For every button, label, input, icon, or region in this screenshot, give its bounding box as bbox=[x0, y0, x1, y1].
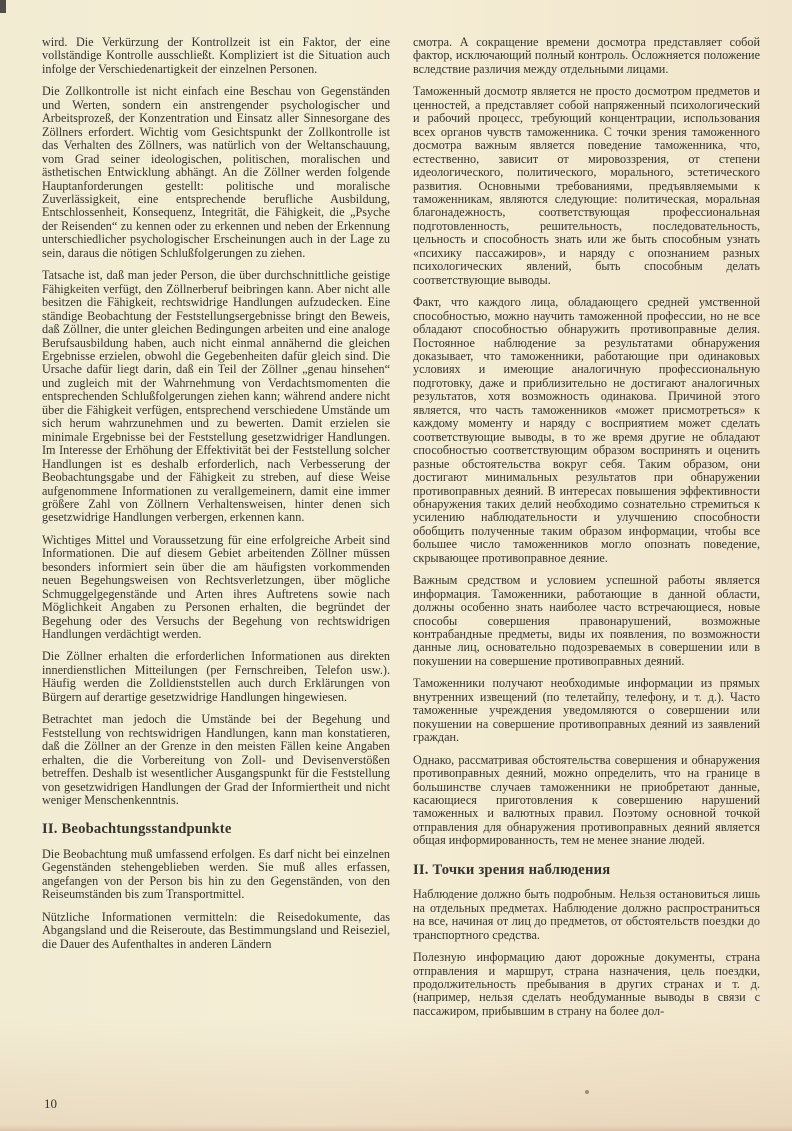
page-number: 10 bbox=[44, 1096, 57, 1111]
german-column bbox=[42, 36, 390, 960]
section-heading-russian: II. Точки зрения наблюдения bbox=[413, 861, 611, 878]
section-heading-german: II. Beobachtungsstandpunkte bbox=[42, 821, 232, 838]
paragraph: Die Zöllner erhalten die erforderlichen Informationen aus direkten innerdienstlichen Mitteilungen (per Fernschreiben, Telefon usw.). Häufig werden die Zolldienststellen auch durch Erklärungen von Bürgern auf derartige gesetzwidrige Handlungen hingewiesen. bbox=[42, 649, 390, 704]
paragraph: Таможенники получают необходимые информации из прямых внутренних извещений (по телетайпу, телефону, и т. д.). Часто таможенные учреждения уведомляются о совершении или покушении на совершение противоправных деяний из заявлений граждан. bbox=[413, 676, 760, 745]
scan-speck bbox=[585, 1090, 589, 1094]
scan-bottom-shadow bbox=[0, 1125, 792, 1131]
paragraph: wird. Die Verkürzung der Kontrollzeit ist ein Faktor, der eine vollständige Kontrolle ausschließt. Kompliziert ist die Situation auch infolge der Verschiedenartigkeit der einzelnen Personen. bbox=[42, 35, 390, 76]
paragraph: смотра. А сокращение времени досмотра представляет собой фактор, исключающий полный контроль. Осложняется положение вследствие различия между отдельными лицами. bbox=[413, 35, 760, 76]
russian-column bbox=[413, 36, 760, 1027]
paragraph: Однако, рассматривая обстоятельства совершения и обнаружения противоправных деяний, можно определить, что на границе в большинстве случаев таможенники не приобретают данные, касающиеся приготовления к совершению нарушений таможенных и валютных правил. Поэтому основной точкой отправления для обнаружения противоправных деяний является общая информированность, тем не менее знание людей. bbox=[413, 752, 760, 848]
paragraph: Die Zollkontrolle ist nicht einfach eine Beschau von Gegenständen und Werten, sondern ein anstrengender psychologischer und Arbeitsprozeß, der Konzentration und Einsatz aller Sinnesorgane des Zöllners erfordert. Wichtig vom Gesichtspunkt der Zollkontrolle ist das Verhalten des Zöllners, was natürlich von der Weltanschauung, vom Grad seiner ideologischen, politischen, moralischen und ästhetischen Entwicklung abhängt. An die Zöllner werden folgende Hauptanforderungen gestellt: politische und moralische Zuverlässigkeit, eine entsprechende berufliche Ausbildung, Entschlossenheit, Konsequenz, Integrität, die Fähigkeit, die „Psyche der Reisenden“ zu kennen oder zu erkennen und neben der Erkennung unterschiedlicher psychologischer Erscheinungen auch in der Lage zu sein, daraus die nötigen Schlußfolgerungen zu ziehen. bbox=[42, 84, 390, 260]
paragraph: Wichtiges Mittel und Voraussetzung für eine erfolgreiche Arbeit sind Informationen. Die auf diesem Gebiet arbeitenden Zöllner müssen besonders informiert sein über die am häufigsten vorkommenden neuen Begehungsweisen von Rechtsverletzungen, über mögliche Schmuggelgegenstände und Arten ihres Auftretens sowie nach Möglichkeit Angaben zu Personen erhalten, die begründet der Begehung oder des Versuchs der Begehung von rechtswidrigen Handlungen verdächtigt werden. bbox=[42, 532, 390, 642]
paragraph: Tatsache ist, daß man jeder Person, die über durchschnittliche geistige Fähigkeiten verfügt, den Zöllnerberuf beibringen kann. Aber nicht alle besitzen die Fähigkeit, rechtswidrige Handlungen aufzudecken. Eine ständige Beobachtung der Feststellungsergebnisse bringt den Beweis, daß Zöllner, die unter gleichen Bedingungen arbeiten und eine analoge Berufsausbildung haben, auch nicht einmal annähernd die gleichen Ergebnisse erzielen, obwohl die Gegebenheiten dafür gleich sind. Die Ursache dafür liegt darin, daß ein Teil der Zöllner „genau hinsehen“ und zugleich mit der Wahrnehmung von Verdachtsmomenten die entsprechenden Schlußfolgerungen ziehen kann; während andere nicht über die Fähigkeit verfügen, entsprechend verschiedene Umstände um sich herum wahrzunehmen und zu bewerten. Damit erzielen sie minimale Ergebnisse bei der Feststellung gesetzwidriger Handlungen. Im Interesse der Erhöhung der Effektivität bei der Feststellung solcher Handlungen ist es deshalb erforderlich, nach Verbesserung der Beobachtungsgabe und der Fähigkeit zu streben, auf diese Weise aufgenommene Informationen zu verallgemeinern, damit eine immer größere Zahl von Zöllnern Verhaltensweisen, hinter denen sich gesetzwidrige Handlungen verbergen, erkennen kann. bbox=[42, 268, 390, 525]
paragraph: Betrachtet man jedoch die Umstände bei der Begehung und Feststellung von rechtswidrigen Handlungen, kann man konstatieren, daß die Zöllner an der Grenze in den meisten Fällen keine Angaben erhalten, die die Vorbereitung von Zoll- und Devisenverstößen betreffen. Deshalb ist wesentlicher Ausgangspunkt für die Feststellung von gesetzwidrigen Handlungen der Grad der Informiertheit und nicht weniger Menschenkenntnis. bbox=[42, 712, 390, 808]
paragraph: Полезную информацию дают дорожные документы, страна отправления и маршрут, страна назначения, цель поездки, продолжительность пребывания в других странах и т. д. (например, нельзя сделать необдуманные выводы в связи с пассажиром, прибывшим в страну на более дол- bbox=[413, 950, 760, 1018]
paragraph: Die Beobachtung muß umfassend erfolgen. Es darf nicht bei einzelnen Gegenständen stehengeblieben werden. Sie muß alles erfassen, angefangen von der Person bis hin zu den Gegenständen, von den Reiseumständen bis zum Transportmittel. bbox=[42, 846, 390, 902]
paragraph: Факт, что каждого лица, обладающего средней умственной способностью, можно научить таможенной профессии, но не все обладают способностью обнаружить противоправные делия. Постоянное наблюдение за результатами обнаружения доказывает, что таможенники, работающие при одинаковых условиях и имеющие аналогичную профессиональную подготовку, даже и приблизительно не достигают аналогичных результатов, хотя возможность одинакова. Причиной этого является, что часть таможенников «может присмотреться» к каждому моменту и наряду с восприятием может сделать соответствующие выводы, в то же время другие не обладают способностью соответствующим образом воспринять и оценить разные обстоятельства вокруг себя. Таким образом, они достигают минимальных результатов при обнаружении противоправных деяний. В интересах повышения эффективности обнаружения таких делий необходимо сознательно стремиться к усилению наблюдательности и улучшению способности обобщить полученные таким образом информации, чтобы все большее число таможенников могло опознать поведение, скрывающее противоправное деяние. bbox=[413, 295, 760, 565]
paragraph: Наблюдение должно быть подробным. Нельзя остановиться лишь на отдельных предметах. Наблюдение должно распространиться на все, начиная от лиц до предметов, от обстоятельств поездки до транспортного средства. bbox=[413, 887, 760, 942]
paragraph: Таможенный досмотр является не просто досмотром предметов и ценностей, а представляет собой напряженный психологический и рабочий процесс, требующий концентрации, использования всех органов чувств таможенника. С точки зрения таможенного досмотра важным является поведение таможенника, что, естественно, зависит от мировоззрения, от степени идеологического, политического, морального, эстетического развития. Основными требованиями, предъявляемыми к таможенникам, являются следующие: политическая, моральная благонадежность, соответствующая профессиональная подготовленность, решительность, последовательность, цельность и способность знать или же быть способным узнать «психику пассажиров», и наряду с опознанием разных психологических явлений, быть способным делать соответствующие выводы. bbox=[413, 84, 760, 287]
scan-corner-mark bbox=[0, 0, 6, 13]
paragraph: Важным средством и условием успешной работы является информация. Таможенники, работающие в данной области, должны особенно знать наиболее часто встречающиеся, новые способы совершения правонарушений, возможные контрабандные предметы, виды их появления, по возможности данные лиц, основательно подозреваемых в совершении или в покушении на совершение противоправных деяний. bbox=[413, 573, 760, 668]
paragraph: Nützliche Informationen vermitteln: die Reisedokumente, das Abgangsland und die Reiseroute, das Bestimmungsland und Reiseziel, die Dauer des Aufenthaltes in anderen Ländern bbox=[42, 909, 390, 951]
